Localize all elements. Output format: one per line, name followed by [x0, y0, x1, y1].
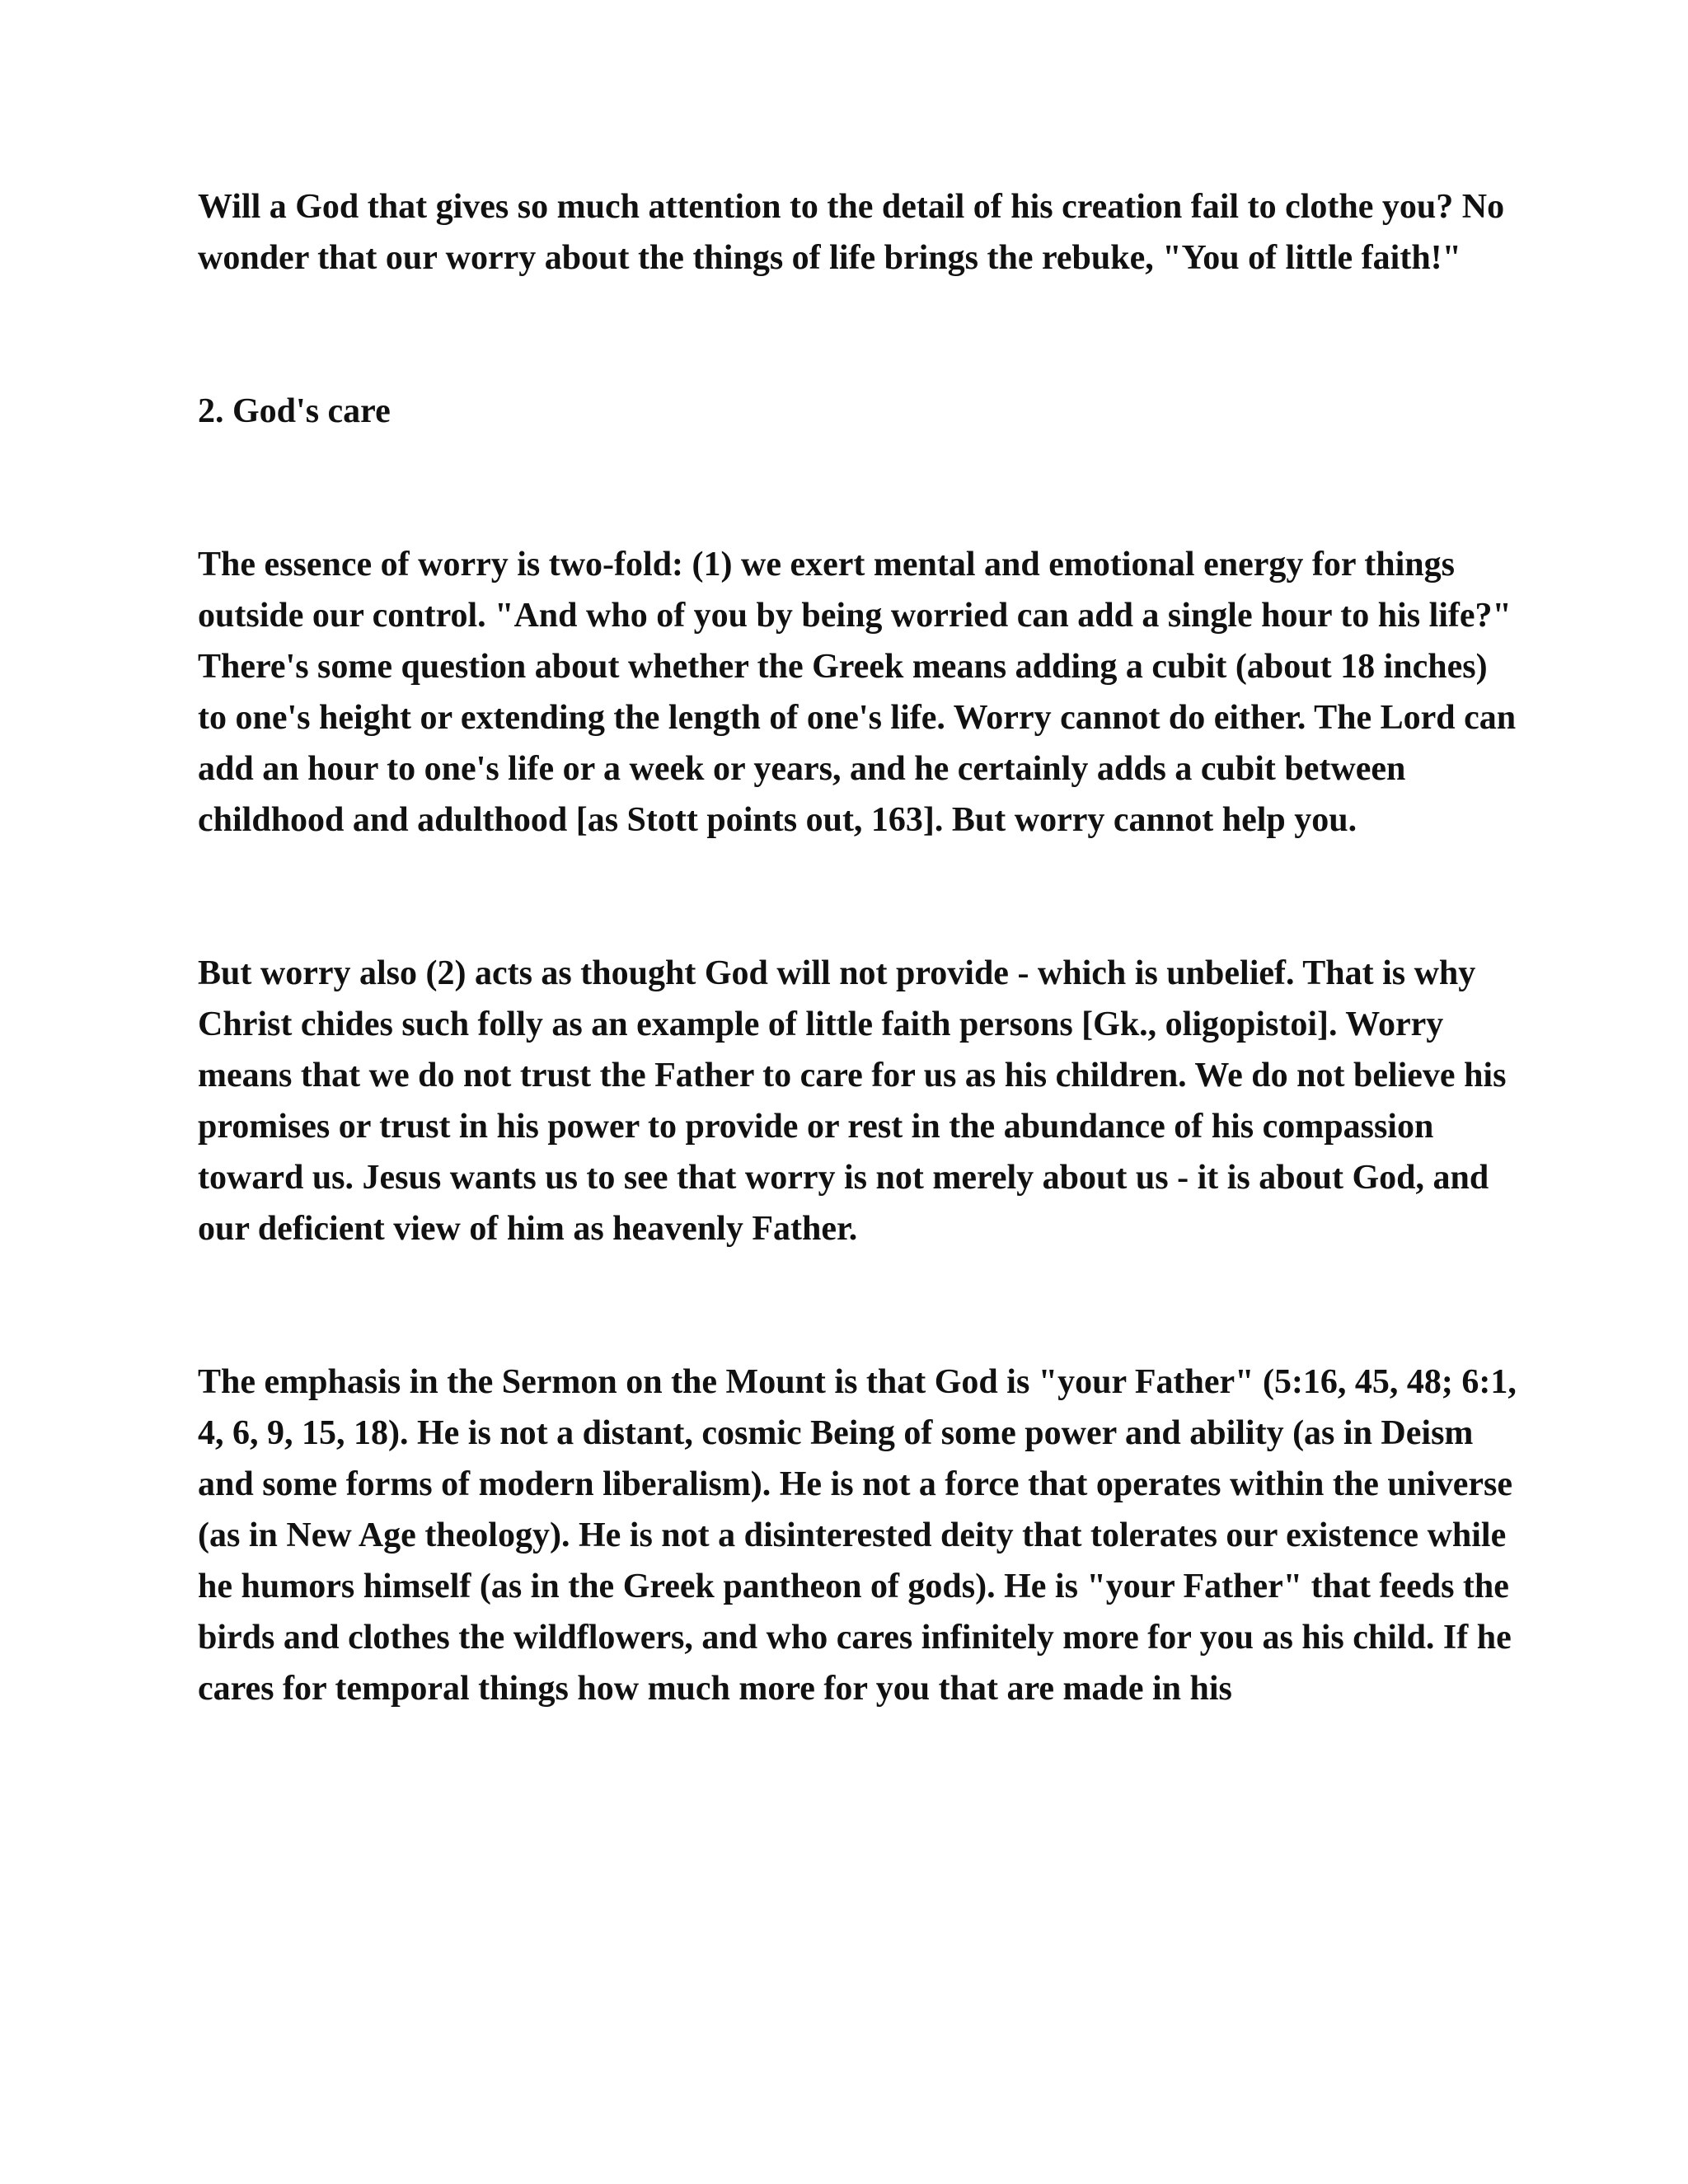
document-body [198, 181, 1517, 1714]
spacer [198, 437, 1517, 539]
spacer [198, 1254, 1517, 1357]
paragraph-intro: Will a God that gives so much attention to the detail of his creation fail to clothe you? No wonder that our worry about the things of life brings the rebuke, "You of little faith!" [198, 188, 1505, 277]
section-heading: 2. God's care [198, 392, 391, 430]
paragraph-unbelief: But worry also (2) acts as thought God will not provide - which is unbelief. That is why Christ chides such folly as an example of little faith persons [Gk., oligopistoi]. Worry means that we do not trust the Father to care for us as his children. We do not believe his promises or trust in his power to provide or rest in the abundance of his compassion toward us. Jesus wants us to see that worry is not merely about us - it is about God, and our deficient view of him as heavenly Father. [198, 954, 1507, 1248]
spacer [198, 284, 1517, 386]
spacer [198, 846, 1517, 948]
paragraph-your-father: The emphasis in the Sermon on the Mount is that God is "your Father" (5:16, 45, 48; 6:1, 4, 6, 9, 15, 18). He is not a distant, cosmic Being of some power and ability (as in Deism and some forms of modern liberalism). He is not a force that operates within the universe (as in New Age theology). He is not a disinterested deity that tolerates our existence while he humors himself (as in the Greek pantheon of gods). He is "your Father" that feeds the birds and clothes the wildflowers, and who cares infinitely more for you as his child. If he cares for temporal things how much more for you that are made in his [198, 1363, 1517, 1708]
paragraph-essence-of-worry: The essence of worry is two-fold: (1) we exert mental and emotional energy for things outside our control. "And who of you by being worried can add a single hour to his life?" There's some question about whether the Greek means adding a cubit (about 18 inches) to one's height or extending the length of one's life. Worry cannot do either. The Lord can add an hour to one's life or a week or years, and he certainly adds a cubit between childhood and adulthood [as Stott points out, 163]. But worry cannot help you. [198, 546, 1517, 839]
